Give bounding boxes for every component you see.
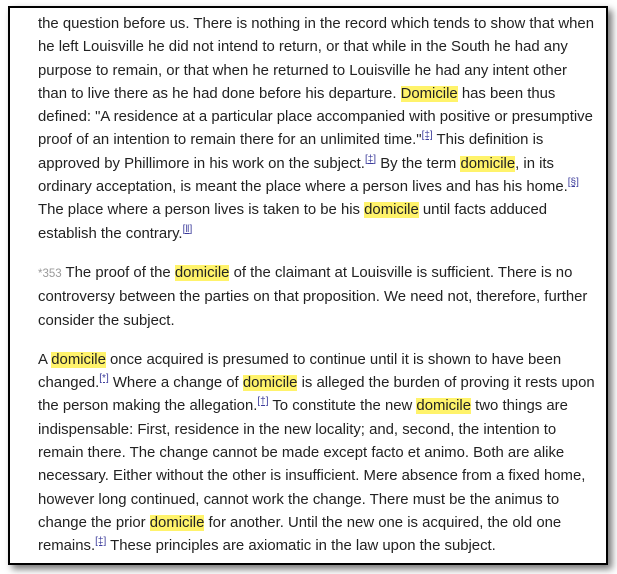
- document-frame: [8, 6, 608, 565]
- text-segment: of the claimant at Louisville is sufficient. There is no controversy between the parties on that proposition. We need not, therefore, further consider the subject.: [38, 264, 588, 329]
- text-segment: These principles are axiomatic in the law upon the subject.: [106, 538, 496, 555]
- text-segment: To constitute the new: [268, 398, 417, 415]
- footnote-link[interactable]: [‡]: [421, 130, 433, 142]
- text-segment: for another. Until the new one is acquired, the old one remains.: [38, 514, 562, 555]
- footnote-link[interactable]: [‡]: [95, 536, 107, 548]
- text-segment: is alleged the burden of proving it rests upon the person making the allegation.: [38, 375, 595, 415]
- text-segment: This definition is approved by Phillimore in his work on the subject.: [38, 132, 544, 172]
- highlighted-search-term: domicile: [51, 351, 106, 368]
- text-segment: The place where a person lives is taken to be his: [38, 202, 365, 219]
- highlighted-search-term: domicile: [174, 264, 230, 281]
- paragraph: [38, 13, 598, 246]
- highlighted-search-term: Domicile: [400, 85, 458, 102]
- text-segment: A: [38, 351, 52, 368]
- highlighted-search-term: domicile: [364, 202, 419, 219]
- text-segment: until facts adduced establish the contrary.: [38, 202, 548, 242]
- paragraph: [38, 262, 598, 333]
- footnote-link[interactable]: [‖]: [182, 223, 193, 235]
- highlighted-search-term: domicile: [416, 398, 472, 415]
- document-body: [38, 13, 598, 565]
- text-segment: The proof of the: [61, 264, 175, 281]
- text-segment: the question before us. There is nothing in the record which tends to show that when he left Louisville he did not intend to return, or that while in the South he had any purpose to remain, or that when he returned to Louisville he had any intent other than to live there as he had done before his departure.: [38, 16, 594, 102]
- highlighted-search-term: domicile: [149, 514, 205, 531]
- text-segment: , in its ordinary acceptation, is meant the place where a person lives and has his home.: [38, 155, 568, 196]
- highlighted-search-term: domicile: [460, 155, 516, 172]
- footnote-link[interactable]: [§]: [567, 177, 579, 189]
- footnote-link[interactable]: [*]: [99, 373, 109, 385]
- page-number-marker: *353: [38, 267, 62, 280]
- text-segment: By the term: [376, 155, 461, 172]
- text-segment: Where a change of: [108, 375, 243, 392]
- text-segment: has been thus defined: "A residence at a particular place accompanied with positive or presumptive proof of an intention to remain there for an unlimited time.": [38, 85, 593, 149]
- text-segment: once acquired is presumed to continue until it is shown to have been changed.: [38, 351, 562, 392]
- footnote-link[interactable]: [‡]: [364, 153, 377, 165]
- text-segment: two things are indispensable: First, residence in the new locality; and, second, the intention to remain there. The change cannot be made except facto et animo. Both are alike necessary. Either without the other is insufficient. Mere absence from a fixed home, however long continued, cannot work the change. There must be the animus to change the prior: [38, 398, 586, 531]
- paragraph: [38, 349, 598, 559]
- footnote-link[interactable]: [†]: [257, 396, 269, 408]
- highlighted-search-term: domicile: [242, 375, 298, 392]
